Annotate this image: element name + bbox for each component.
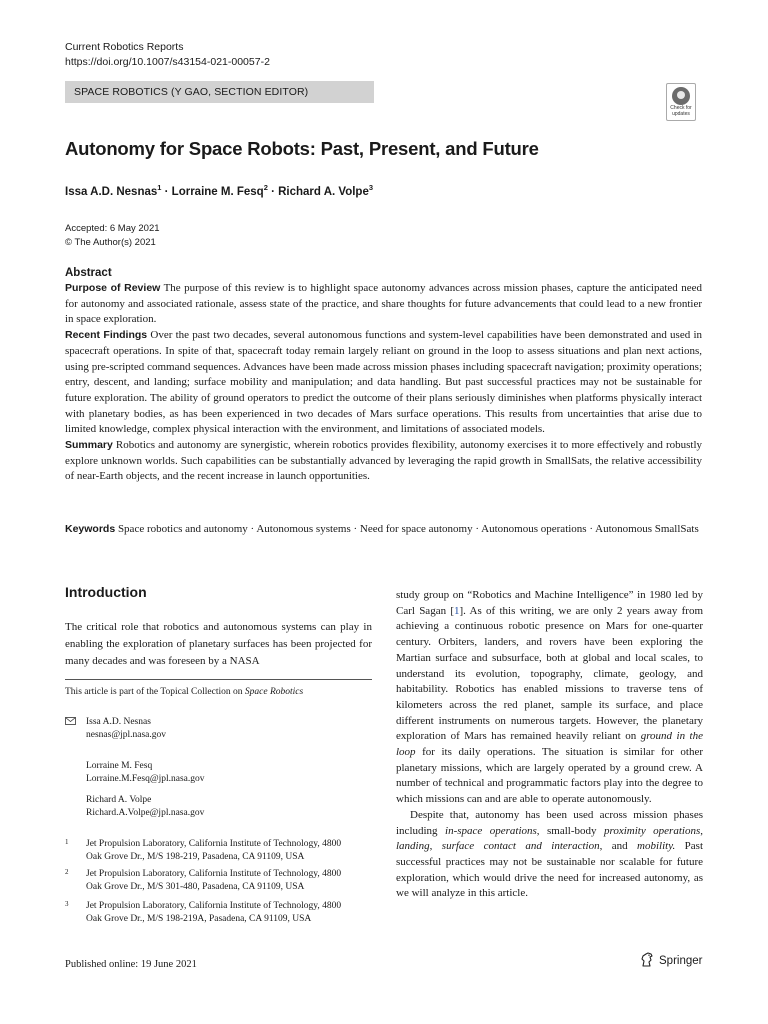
abstract-heading: Abstract [65, 267, 112, 279]
author-name[interactable]: Richard A. Volpe [278, 185, 369, 198]
contact-name: Lorraine M. Fesq [86, 761, 153, 771]
check-for-updates-badge[interactable]: Check for updates [666, 83, 696, 121]
affiliation-number: 1 [65, 838, 69, 846]
abstract-purpose: Purpose of Review The purpose of this review is to highlight space autonomy advances across mission phases, capture the anticipated need for autonomy and associated rationale, assess state of the practice, and share thoughts for future advancements that could lead to a new frontier in space exploration. [65, 282, 702, 326]
footnote-divider [65, 679, 372, 680]
section-band: SPACE ROBOTICS (Y GAO, SECTION EDITOR) [65, 81, 374, 103]
author-affiliation-ref: 1 [157, 183, 162, 192]
abstract-findings: Recent Findings Over the past two decades, several autonomous functions and system-level capabilities have been demonstrated and used in spacecraft operations. In spite of that, spacecraft today remain largely reliant on ground in the loop to assess situations and plan next actions, using pre-scripted command sequences. Advances have been made across mission phases including spacecraft navigation; proximity operations; entry, descent, and landing; surface mobility and manipulation; and data handling. But past successful practices may not be sustainable for future exploration. The ability of ground operators to predict the outcome of their plans seriously diminishes when platforms physically interact with planetary bodies, as has been experienced in two decades of Mars surface operations. This results from uncertainties that arise due to limited knowledge, complex physical interaction with the environment, and limitations of associated models. [65, 329, 703, 436]
keywords-text: Space robotics and autonomy · Autonomous systems · Need for space autonomy · Autonomous operations · Autonomous SmallSats [117, 523, 699, 535]
affiliation: 3 Jet Propulsion Laboratory, California Institute of Technology, 4800 Oak Grove Dr., M/S 198-219A, Pasadena, CA 91109, USA [65, 900, 342, 924]
author-affiliation-ref: 3 [368, 183, 374, 192]
author-name[interactable]: Lorraine M. Fesq [171, 185, 264, 198]
contact-name: Issa A.D. Nesnas [86, 717, 151, 727]
author-separator: · [267, 185, 279, 198]
keywords-label: Keywords [65, 523, 116, 535]
citation-link[interactable]: 1 [454, 604, 460, 617]
topical-collection-link[interactable]: Space Robotics [244, 687, 304, 697]
published-date: Published online: 19 June 2021 [65, 959, 197, 970]
author-contact [65, 760, 385, 790]
author-contact [65, 794, 385, 824]
envelope-icon [65, 717, 76, 725]
accepted-date: Accepted: 6 May 2021 [65, 223, 160, 234]
affiliation-number: 2 [65, 868, 69, 876]
intro-paragraph: Despite that, autonomy has been used across mission phases including in-space operations, small-body proximity operations, landing, surface contact and interaction, and mobility. Past successful practices may not be sustainable nor scalable for future exploration, which would drive the need for increased autonomy, as we will analyze in this article. [396, 808, 704, 900]
paper-title: Autonomy for Space Robots: Past, Present, and Future [65, 138, 539, 159]
contact-email[interactable]: nesnas@jpl.nasa.gov [86, 730, 166, 740]
affiliation: 2 Jet Propulsion Laboratory, California Institute of Technology, 4800 Oak Grove Dr., M/S 301-480, Pasadena, CA 91109, USA [65, 868, 342, 892]
author-list [65, 183, 373, 198]
publisher-logo[interactable] [640, 952, 702, 967]
abstract [65, 265, 702, 485]
author-name[interactable]: Issa A.D. Nesnas [65, 185, 158, 198]
author-separator: · [161, 185, 172, 198]
introduction-heading: Introduction [65, 584, 147, 600]
topical-collection-note: This article is part of the Topical Collection on Space Robotics [65, 687, 304, 697]
springer-horse-icon [640, 952, 654, 967]
crossmark-icon [672, 87, 690, 105]
intro-right-column [396, 588, 703, 902]
journal-header [65, 40, 270, 70]
findings-label: Recent Findings [65, 329, 148, 342]
contact-email[interactable]: Lorraine.M.Fesq@jpl.nasa.gov [86, 774, 205, 784]
contact-email[interactable]: Richard.A.Volpe@jpl.nasa.gov [86, 808, 205, 818]
doi-link[interactable]: https://doi.org/10.1007/s43154-021-00057-2 [65, 56, 270, 68]
intro-paragraph: study group on “Robotics and Machine Intelligence” in 1980 led by Carl Sagan [1]. As of this writing, we are only 2 years away from achieving a continuous robotic presence on Mars for one-quarter century. Orbiters, landers, and rovers have been exploring the Martian surface and subsurface, both at global and local scales, to understand its evolution, topography, climate, geology, and habitability. Robotics has enabled missions to traverse tens of kilometers across the red planet, sample its surface, and place different instruments on numerous targets. However, the planetary exploration of Mars has remained heavily reliant on ground in the loop for its daily operations. The situation is similar for other planetary missions, which are largely operated by a ground crew. A number of technical and programmatic factors play into the degree to which missions can and are able to operate autonomously. [396, 589, 703, 806]
affiliation-number: 3 [65, 900, 69, 908]
copyright-line: © The Author(s) 2021 [65, 237, 156, 248]
author-affiliation-ref: 2 [263, 183, 268, 192]
affiliation: 1 Jet Propulsion Laboratory, California Institute of Technology, 4800 Oak Grove Dr., M/S 198-219, Pasadena, CA 91109, USA [65, 838, 342, 862]
summary-label: Summary [65, 439, 113, 452]
intro-left-paragraph: The critical role that robotics and autonomous systems can play in enabling the exploration of planetary surfaces has been projected for many decades and was foreseen by a NASA [65, 621, 372, 668]
purpose-label: Purpose of Review [65, 282, 161, 294]
abstract-summary: Summary Robotics and autonomy are synergistic, wherein robotics provides flexibility, autonomy exercises it to more effectively and robustly explore unknown worlds. Such capabilities can be substantially advanced by leveraging the rapid growth in SmallSats, the relative accessibility of near-Earth objects, and the recent increase in launch opportunities. [65, 439, 702, 483]
corresponding-author [65, 716, 385, 746]
keywords [65, 521, 705, 538]
journal-name: Current Robotics Reports [65, 41, 184, 53]
publisher-name: Springer [659, 955, 703, 967]
article-dates [65, 222, 160, 250]
contact-name: Richard A. Volpe [86, 795, 152, 805]
